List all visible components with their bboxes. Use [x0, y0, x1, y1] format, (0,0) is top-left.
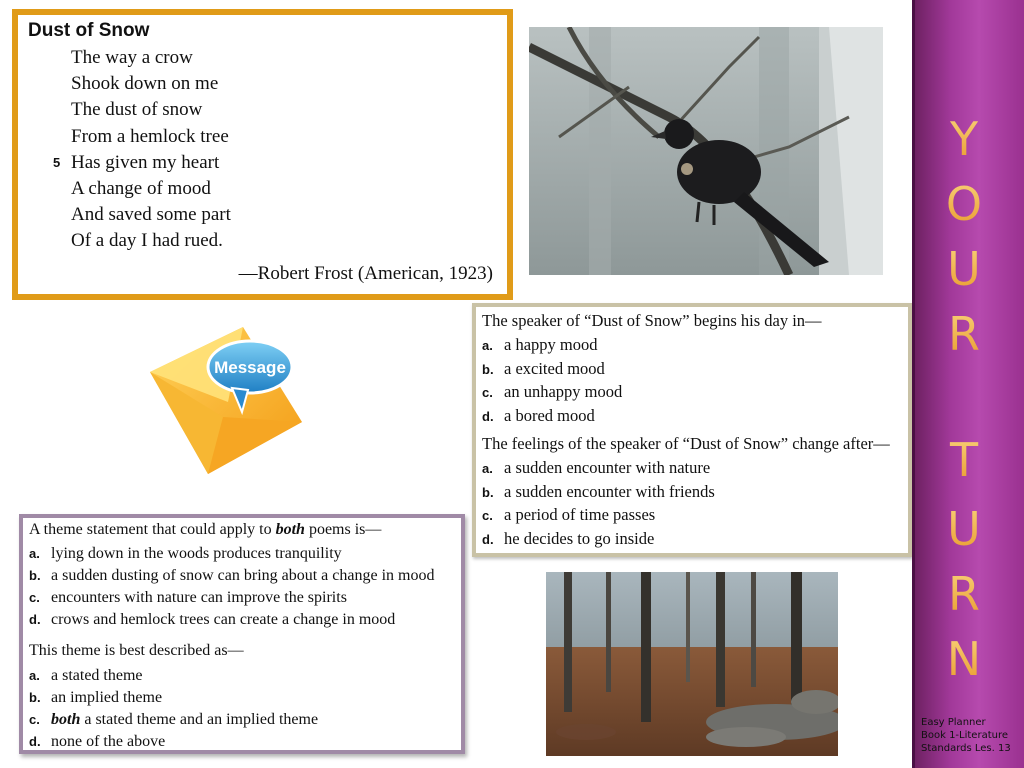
- option-text: a excited mood: [504, 358, 605, 378]
- question-box-right: [472, 303, 912, 557]
- answer-option: [482, 358, 908, 382]
- poem-line: And saved some part: [71, 204, 231, 226]
- option-letter: d.: [29, 734, 41, 749]
- option-text: a bored mood: [504, 405, 595, 425]
- poem-line: A change of mood: [71, 177, 211, 199]
- question-stem: This theme is best described as—: [29, 642, 244, 659]
- option-letter: b.: [29, 568, 41, 583]
- option-letter: b.: [29, 690, 41, 705]
- answer-option: [29, 731, 461, 753]
- option-letter: d.: [29, 612, 41, 627]
- answer-option: [482, 334, 908, 358]
- question-stem: The speaker of “Dust of Snow” begins his day in—: [482, 311, 822, 330]
- option-text: an implied theme: [51, 689, 163, 706]
- answer-option: [482, 528, 908, 552]
- answer-option: [29, 565, 461, 587]
- line-number: 5: [53, 154, 61, 170]
- option-text: a sudden dusting of snow can bring about a change in mood: [51, 567, 435, 584]
- poem-lines: [53, 45, 231, 255]
- option-letter: c.: [29, 590, 40, 605]
- answer-option: [482, 457, 908, 481]
- answer-option: [482, 481, 908, 505]
- credit-line: Easy Planner: [921, 717, 986, 728]
- answer-option: [482, 504, 908, 528]
- option-letter: b.: [482, 361, 494, 377]
- option-text: an unhappy mood: [504, 382, 623, 401]
- title-letter: Y: [912, 112, 1016, 166]
- title-letter: O: [912, 177, 1016, 231]
- poem-line: The dust of snow: [71, 99, 203, 121]
- option-letter: a.: [29, 546, 40, 561]
- title-letter: U: [912, 242, 1016, 296]
- stem-emphasis: both: [275, 521, 305, 538]
- answer-option: [29, 543, 461, 565]
- option-text: he decides to go inside: [504, 528, 655, 548]
- title-letter: R: [912, 307, 1016, 361]
- option-emphasis: both: [51, 711, 81, 728]
- poem-line: Of a day I had rued.: [71, 230, 223, 252]
- option-letter: a.: [29, 668, 40, 683]
- answer-option: [482, 381, 908, 405]
- option-text: none of the above: [51, 733, 166, 750]
- answer-option: [29, 587, 461, 609]
- sidebar: [912, 0, 1024, 768]
- poem-box: [12, 9, 513, 300]
- option-letter: d.: [482, 531, 494, 547]
- option-letter: a.: [482, 338, 493, 353]
- title-letter: T: [912, 433, 1016, 487]
- crow-photo: [529, 27, 883, 275]
- answer-option: [29, 665, 461, 687]
- question-stem: The feelings of the speaker of “Dust of Snow” change after—: [482, 434, 890, 453]
- option-text: encounters with nature can improve the spirits: [51, 589, 347, 606]
- option-letter: b.: [482, 484, 494, 500]
- option-text: a stated theme and an implied theme: [80, 711, 319, 728]
- credit-line: Book 1-Literature: [921, 730, 1009, 741]
- poem-attribution: —Robert Frost (American, 1923): [238, 263, 493, 284]
- option-text: lying down in the woods produces tranquility: [51, 545, 342, 562]
- forest-photo: [546, 572, 838, 756]
- poem-line: Shook down on me: [71, 73, 219, 95]
- poem-line: From a hemlock tree: [71, 125, 229, 147]
- credit-line: Standards Les. 13: [921, 743, 1011, 754]
- question-stem: [29, 520, 461, 540]
- option-letter: c.: [482, 508, 493, 523]
- option-letter: a.: [482, 461, 493, 476]
- option-text: a sudden encounter with nature: [504, 458, 711, 477]
- answer-option: [29, 609, 461, 631]
- option-letter: d.: [482, 408, 494, 424]
- stem-text: A theme statement that could apply to: [29, 521, 276, 538]
- poem-title: Dust of Snow: [28, 20, 150, 41]
- poem-line-5: [53, 150, 231, 176]
- poem-line-text: Has given my heart: [71, 151, 220, 173]
- title-letter: R: [912, 567, 1016, 621]
- option-text: a stated theme: [51, 667, 143, 684]
- message-label: Message: [214, 358, 286, 377]
- title-letter: N: [912, 632, 1016, 686]
- option-letter: c.: [29, 712, 40, 727]
- option-text: a period of time passes: [504, 505, 656, 524]
- question-box-left: [19, 514, 465, 754]
- option-text: a sudden encounter with friends: [504, 481, 715, 501]
- option-text: a happy mood: [504, 335, 598, 354]
- credit-note: [921, 716, 1021, 755]
- answer-option: [29, 709, 461, 731]
- title-letter: U: [912, 502, 1016, 556]
- answer-option: [29, 687, 461, 709]
- answer-option: [482, 405, 908, 429]
- option-letter: c.: [482, 385, 493, 400]
- option-text: crows and hemlock trees can create a change in mood: [51, 611, 396, 628]
- envelope-icon: [148, 322, 304, 482]
- stem-text: poems is—: [304, 521, 382, 538]
- poem-line: The way a crow: [71, 47, 193, 68]
